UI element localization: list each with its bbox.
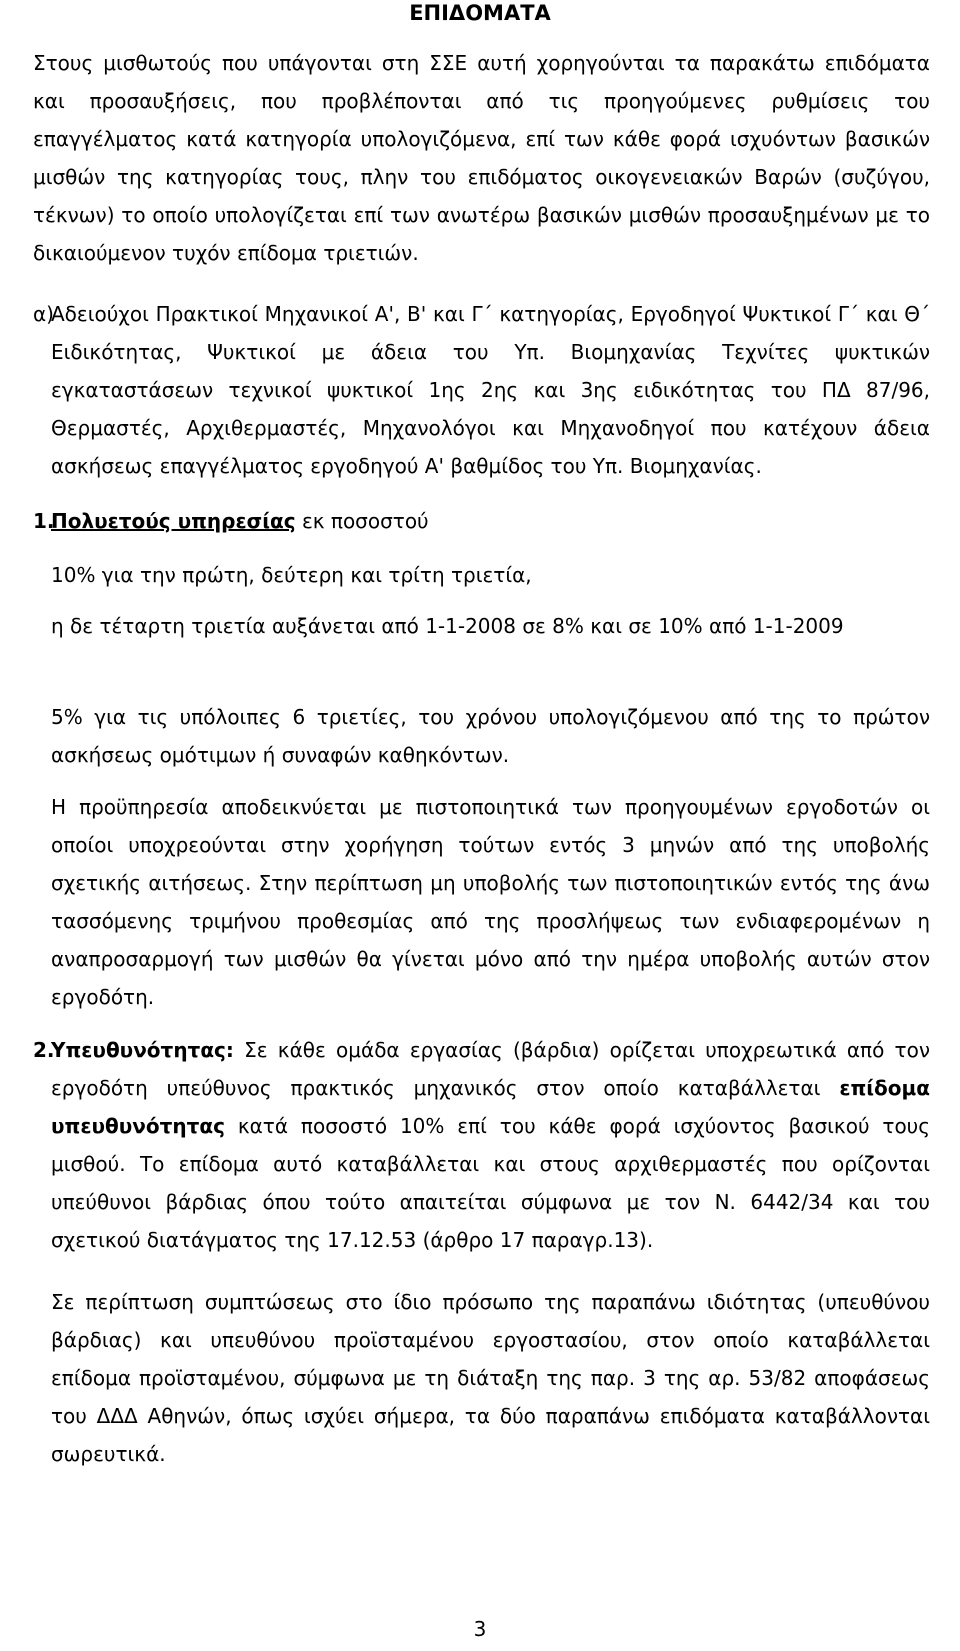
intro-paragraph: Στους μισθωτούς που υπάγονται στη ΣΣΕ αυτή χορηγούνται τα παρακάτω επιδόματα και προσαυξήσεις, που προβλέπονται από τις προηγούμενες ρυθμίσεις του επαγγέλματος κατά κατηγορία υπολογιζόμενα, επί των κάθε φορά ισχυόντων βασικών μισθών της κατηγορίας τους, πλην του επιδόματος οικογενειακών Βαρών (συζύγου, τέκνων) το οποίο υπολογίζεται επί των ανωτέρω βασικών μισθών προσαυξημένων με το δικαιούμενον τυχόν επίδομα τριετιών. — [33, 51, 930, 265]
item-2-paragraph — [51, 1031, 930, 1259]
item-1-number: 1. — [33, 509, 55, 533]
item-1-line-3: 5% για τις υπόλοιπες 6 τριετίες, του χρόνου υπολογιζόμενου από της το πρώτον ασκήσεως ομότιμων ή συναφών καθηκόντων. — [51, 705, 930, 767]
item-2-second-paragraph: Σε περίπτωση συμπτώσεως στο ίδιο πρόσωπο της παραπάνω ιδιότητας (υπευθύνου βάρδιας) και υπευθύνου προϊσταμένου εργοστασίου, στον οποίο καταβάλλεται επίδομα προϊσταμένου, σύμφωνα με τη διάταξη της παρ. 3 της αρ. 53/82 αποφάσεως του ΔΔΔ Αθηνών, όπως ισχύει σήμερα, τα δύο παραπάνω επιδόματα καταβάλλονται σωρευτικά. — [51, 1290, 930, 1466]
item-1-paragraph: Η προϋπηρεσία αποδεικνύεται με πιστοποιητικά των προηγουμένων εργοδοτών οι οποίοι υποχρεούνται στην χορήγηση τούτων εντός 3 μηνών από της υποβολής σχετικής αιτήσεως. Στην περίπτωση μη υποβολής των πιστοποιητικών εντός της άνω τασσόμενης τριμήνου προθεσμίας από της προσλήψεως των ενδιαφερομένων η αναπροσαρμογή των μισθών θα γίνεται μόνο από την ημέρα υποβολής αυτών στον εργοδότη. — [51, 795, 930, 1009]
item-2-bold-term: επίδομα υπευθυνότητας — [51, 1076, 930, 1138]
item-2-text-b: κατά ποσοστό 10% επί του κάθε φορά ισχύοντος βασικού τους μισθού. Το επίδομα αυτό καταβάλλεται και στους αρχιθερμαστές που ορίζονται υπεύθυνοι βάρδιας όπου τούτο απαιτείται σύμφωνα με τον Ν. 6442/34 και του σχετικού διατάγματος της 17.12.53 (άρθρο 17 παραγρ.13). — [51, 1114, 930, 1252]
item-1-line-2: η δε τέταρτη τριετία αυξάνεται από 1-1-2008 σε 8% και σε 10% από 1-1-2009 — [51, 614, 844, 638]
item-1-line-1: 10% για την πρώτη, δεύτερη και τρίτη τριετία, — [51, 563, 532, 587]
page-number: 3 — [473, 1617, 487, 1641]
section-a-text: Αδειούχοι Πρακτικοί Μηχανικοί Α', Β' και Γ΄ κατηγορίας, Εργοδηγοί Ψυκτικοί Γ΄ και Θ΄ Ειδικότητας, Ψυκτικοί με άδεια του Υπ. Βιομηχανίας Τεχνίτες ψυκτικών εγκαταστάσεων τεχνικοί ψυκτικοί 1ης 2ης και 3ης ειδικότητας του ΠΔ 87/96, Θερμαστές, Αρχιθερμαστές, Μηχανολόγοι και Μηχανοδηγοί που κατέχουν άδεια ασκήσεως επαγγέλματος εργοδηγού Α' βαθμίδος του Υπ. Βιομηχανίας. — [51, 302, 930, 478]
section-a-label: α) — [33, 302, 54, 326]
item-2-number: 2. — [33, 1038, 55, 1062]
item-2-text-a: Σε κάθε ομάδα εργασίας (βάρδια) ορίζεται υποχρεωτικά από τον εργοδότη υπεύθυνος πρακτικός μηχανικός στον οποίο καταβάλλεται — [51, 1038, 930, 1100]
page-title: ΕΠΙΔΟΜΑΤΑ — [409, 1, 551, 25]
item-1-heading-line — [51, 502, 930, 540]
item-2-heading: Υπευθυνότητας: — [51, 1038, 234, 1062]
item-1-heading-suffix: εκ ποσοστού — [295, 509, 429, 533]
item-1-heading: Πολυετούς υπηρεσίας — [51, 509, 296, 533]
